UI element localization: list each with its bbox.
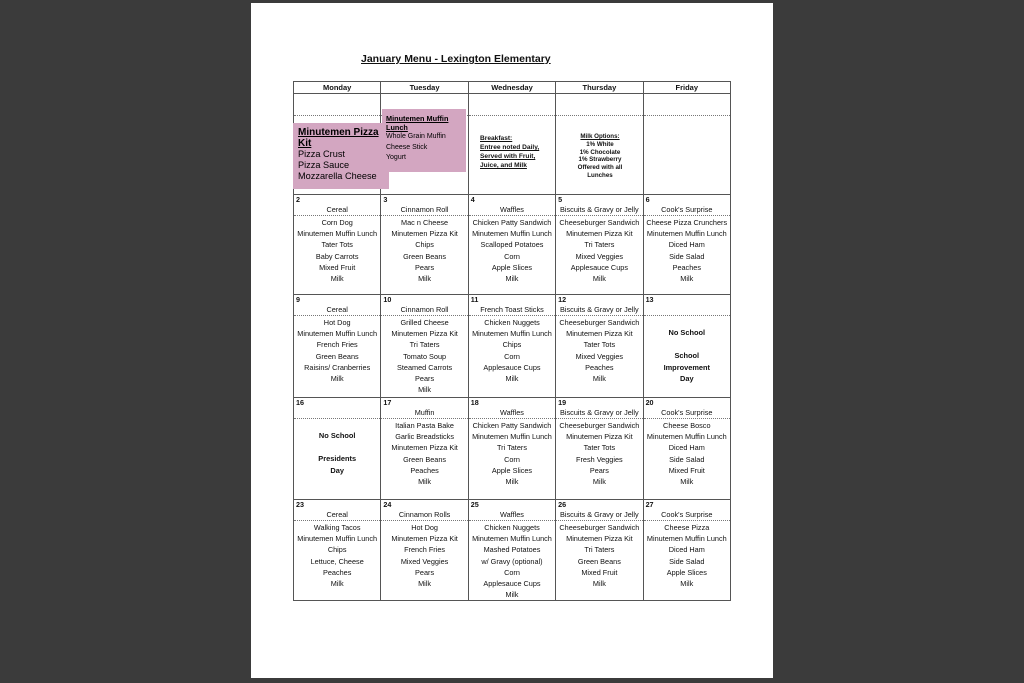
menu-item: Milk	[330, 374, 344, 384]
menu-item: Apple Slices	[491, 465, 533, 475]
day-cell	[381, 398, 468, 500]
menu-item: Pears	[589, 465, 609, 475]
menu-item: Corn	[504, 251, 520, 261]
week-row	[294, 295, 731, 398]
breakfast-line: Entree noted Daily,	[480, 144, 540, 151]
lunch-items	[644, 216, 730, 284]
lunch-items	[381, 216, 467, 284]
menu-item: French Fries	[316, 340, 358, 350]
menu-item: Applesauce Cups	[483, 579, 541, 589]
day-number: 3	[383, 195, 388, 204]
menu-item: w/ Gravy (optional)	[481, 556, 543, 566]
day-cell	[643, 295, 730, 398]
day-number: 2	[296, 195, 300, 204]
menu-item: Tri Taters	[584, 240, 615, 250]
breakfast-entree: Cook's Surprise	[644, 510, 730, 521]
menu-item: Walking Tacos	[313, 523, 361, 532]
lunch-items	[556, 521, 642, 589]
menu-item: Milk	[505, 274, 519, 284]
menu-item: Garlic Breadsticks	[395, 432, 454, 442]
menu-item: Scalloped Potatoes	[480, 240, 544, 250]
breakfast-entree	[644, 305, 730, 316]
weekday-header: Tuesday	[381, 82, 468, 94]
menu-item: Milk	[505, 477, 519, 487]
day-cell	[294, 195, 381, 295]
muffin-lunch-line: Yogurt	[386, 154, 406, 161]
day-cell	[556, 195, 643, 295]
menu-item: Mixed Veggies	[575, 351, 624, 361]
menu-item: Minutemen Muffin Lunch	[297, 534, 378, 544]
weekday-header: Friday	[643, 82, 730, 94]
menu-item: Minutemen Muffin Lunch	[472, 432, 552, 442]
menu-item: Milk	[505, 374, 519, 384]
day-number: 26	[558, 500, 567, 509]
page-title: January Menu - Lexington Elementary	[361, 53, 551, 65]
menu-item: Milk	[592, 477, 606, 487]
day-cell	[643, 500, 730, 601]
menu-item: Pears	[415, 374, 435, 384]
menu-item: Milk	[680, 579, 694, 589]
notice-line: School	[674, 351, 700, 360]
menu-item: Applesauce Cups	[483, 362, 541, 372]
breakfast-entree: Cereal	[294, 510, 380, 521]
breakfast-entree: Biscuits & Gravy or Jelly	[556, 408, 642, 419]
menu-item: Hot Dog	[323, 318, 351, 327]
day-number: 4	[470, 195, 475, 204]
day-number: 18	[470, 398, 479, 407]
day-cell	[294, 398, 381, 500]
lunch-items	[556, 419, 642, 487]
breakfast-line: Breakfast:	[480, 135, 513, 142]
breakfast-entree: Cook's Surprise	[644, 408, 730, 419]
day-number: 6	[645, 195, 650, 204]
day-cell	[381, 195, 468, 295]
day-number: 11	[470, 295, 479, 304]
lunch-items	[556, 216, 642, 284]
notice-line: Day	[330, 465, 344, 475]
lunch-items	[469, 216, 555, 284]
menu-item: Chips	[327, 545, 347, 555]
day-cell	[468, 195, 555, 295]
menu-item: Tater Tots	[321, 240, 353, 250]
menu-item: Cheeseburger Sandwich	[559, 523, 640, 532]
menu-item: Tri Taters	[409, 340, 440, 350]
menu-item: Corn	[504, 351, 520, 361]
notice-line: No School	[668, 328, 706, 337]
breakfast-entree: Waffles	[469, 205, 555, 216]
day-cell	[381, 500, 468, 601]
menu-item: Diced Ham	[668, 240, 705, 250]
menu-item: Mixed Veggies	[575, 251, 624, 261]
breakfast-entree: Cook's Surprise	[644, 205, 730, 216]
menu-item: Green Beans	[315, 351, 359, 361]
menu-item: Grilled Cheese	[400, 318, 449, 327]
breakfast-entree: Waffles	[469, 510, 555, 521]
menu-item: Milk	[418, 274, 432, 284]
breakfast-entree: Biscuits & Gravy or Jelly	[556, 305, 642, 316]
lunch-items	[469, 419, 555, 487]
menu-item: Minutemen Pizza Kit	[566, 432, 633, 442]
day-number: 19	[558, 398, 567, 407]
menu-item: Steamed Carrots	[397, 362, 453, 372]
document-page	[251, 3, 773, 678]
breakfast-entree: Cereal	[294, 305, 380, 316]
menu-item: Side Salad	[669, 251, 705, 261]
breakfast-entree: Cinnamon Roll	[381, 305, 467, 316]
menu-item: Cheese Pizza Crunchers	[646, 218, 728, 227]
menu-item: Minutemen Muffin Lunch	[472, 534, 552, 544]
menu-item: Milk	[592, 579, 606, 589]
menu-item: Green Beans	[403, 454, 447, 464]
notice-line: Presidents	[318, 454, 357, 463]
notice-line	[644, 339, 730, 351]
menu-item: Applesauce Cups	[570, 262, 628, 272]
menu-item: Corn	[504, 567, 520, 577]
menu-item: Minutemen Muffin Lunch	[297, 329, 378, 339]
day-number: 12	[558, 295, 567, 304]
lunch-items	[294, 521, 380, 589]
day-cell	[556, 295, 643, 398]
menu-item: Minutemen Pizza Kit	[391, 443, 458, 453]
day-number: 17	[383, 398, 392, 407]
menu-item: Apple Slices	[666, 567, 707, 577]
menu-item: Milk	[330, 274, 344, 284]
menu-item: Milk	[330, 579, 344, 589]
menu-item: Diced Ham	[668, 443, 705, 453]
milk-option-line: 1% Chocolate	[579, 148, 621, 156]
menu-item: Hot Dog	[411, 523, 438, 532]
lunch-items	[381, 521, 467, 589]
menu-item: Mixed Fruit	[668, 465, 705, 475]
notice-line: Improvement	[663, 362, 710, 372]
menu-item: Peaches	[410, 465, 439, 475]
menu-item: Fresh Veggies	[576, 454, 623, 464]
breakfast-line: Served with Fruit,	[480, 153, 536, 160]
menu-item: Minutemen Muffin Lunch	[646, 229, 727, 239]
menu-item: Diced Ham	[668, 545, 705, 555]
day-number: 10	[383, 295, 392, 304]
weekday-header: Monday	[294, 82, 381, 94]
menu-item: Minutemen Pizza Kit	[566, 229, 633, 239]
day-number: 16	[296, 398, 304, 407]
day-number: 5	[558, 195, 563, 204]
notice-line	[294, 442, 380, 454]
menu-item: Minutemen Pizza Kit	[566, 534, 633, 544]
week-row	[294, 195, 731, 295]
menu-item: Green Beans	[403, 251, 447, 261]
day-cell	[468, 500, 555, 601]
menu-item: Peaches	[585, 362, 614, 372]
menu-item: Corn Dog	[321, 218, 353, 227]
pizza-kit-title: Minutemen Pizza Kit	[298, 127, 379, 149]
milk-options-note	[557, 133, 643, 180]
menu-item: Corn	[504, 454, 520, 464]
menu-item: Apple Slices	[491, 262, 533, 272]
menu-item: Lettuce, Cheese	[310, 556, 364, 566]
menu-item: Baby Carrots	[315, 251, 359, 261]
muffin-lunch-line: Cheese Stick	[386, 143, 428, 151]
lunch-items	[469, 316, 555, 384]
menu-item: Minutemen Pizza Kit	[566, 329, 633, 339]
milk-option-line: Offered with all	[577, 164, 623, 172]
menu-item: Milk	[680, 477, 694, 487]
menu-item: Milk	[505, 590, 519, 600]
menu-item: Tater Tots	[583, 443, 616, 453]
day-number: 25	[470, 500, 479, 509]
lunch-items	[294, 216, 380, 284]
lunch-items	[469, 521, 555, 600]
menu-item: Pears	[415, 567, 435, 577]
day-cell	[643, 398, 730, 500]
menu-item: Minutemen Muffin Lunch	[297, 229, 378, 239]
lunch-items	[294, 316, 380, 384]
menu-item: Mashed Potatoes	[483, 545, 541, 555]
menu-item: Side Salad	[669, 454, 705, 464]
lunch-items	[644, 521, 730, 589]
breakfast-entree: Muffin	[381, 408, 467, 419]
milk-options-heading: Milk Options:	[580, 133, 620, 140]
menu-item: Cheeseburger Sandwich	[559, 421, 640, 430]
breakfast-entree: Cinnamon Roll	[381, 205, 467, 216]
menu-item: Minutemen Pizza Kit	[391, 329, 458, 339]
menu-item: Minutemen Muffin Lunch	[472, 229, 552, 239]
breakfast-entree: Cinnamon Rolls	[381, 510, 467, 521]
menu-item: Mixed Fruit	[319, 262, 356, 272]
muffin-lunch-title: Minutemen Muffin Lunch	[386, 114, 449, 132]
milk-option-line: 1% Strawberry	[578, 156, 622, 164]
day-cell	[643, 195, 730, 295]
menu-item: Pears	[415, 262, 435, 272]
breakfast-entree: Cereal	[294, 205, 380, 216]
menu-item: Chips	[415, 240, 434, 250]
no-school-notice	[294, 419, 380, 476]
muffin-lunch-line: Whole Grain Muffin	[386, 133, 446, 140]
menu-item: French Fries	[404, 545, 446, 555]
menu-item: Peaches	[672, 262, 701, 272]
menu-item: Milk	[418, 579, 432, 589]
day-cell	[468, 295, 555, 398]
menu-item: Milk	[592, 274, 606, 284]
breakfast-note	[480, 134, 539, 170]
lunch-items	[381, 419, 467, 487]
day-cell	[468, 398, 555, 500]
lunch-items	[644, 419, 730, 487]
breakfast-entree: Waffles	[469, 408, 555, 419]
day-number: 27	[645, 500, 654, 509]
menu-item: Chicken Patty Sandwich	[472, 421, 552, 430]
week-row	[294, 398, 731, 500]
menu-item: Minutemen Muffin Lunch	[472, 329, 552, 339]
day-number: 24	[383, 500, 392, 509]
pizza-kit-note	[293, 123, 389, 189]
breakfast-line: Juice, and Milk	[480, 162, 527, 169]
notice-line: Day	[680, 374, 694, 383]
day-number: 13	[645, 295, 654, 304]
menu-item: Side Salad	[669, 556, 705, 566]
menu-item: Chicken Nuggets	[484, 523, 540, 532]
menu-item: Milk	[592, 374, 606, 384]
menu-item: Minutemen Pizza Kit	[391, 534, 458, 544]
menu-item: Milk	[418, 477, 432, 487]
menu-item: Tri Taters	[584, 545, 615, 555]
pizza-kit-line: Pizza Crust	[298, 149, 345, 159]
milk-option-line: 1% White	[586, 140, 614, 148]
menu-item: Mac n Cheese	[401, 218, 449, 227]
menu-item: Chips	[502, 340, 522, 350]
day-cell	[381, 295, 468, 398]
menu-item: Minutemen Pizza Kit	[391, 229, 458, 239]
menu-item: Minutemen Muffin Lunch	[646, 534, 727, 544]
pizza-kit-line: Pizza Sauce	[298, 160, 350, 170]
menu-item: Cheeseburger Sandwich	[559, 318, 640, 327]
day-cell	[556, 500, 643, 601]
breakfast-entree: Biscuits & Gravy or Jelly	[556, 205, 642, 216]
menu-item: Mixed Fruit	[581, 567, 618, 577]
weekday-header: Thursday	[556, 82, 643, 94]
menu-item: Italian Pasta Bake	[395, 421, 454, 430]
notice-line: No School	[318, 431, 356, 440]
menu-item: Tri Taters	[496, 443, 527, 453]
menu-item: Tomato Soup	[403, 351, 447, 361]
day-cell	[556, 398, 643, 500]
no-school-notice	[644, 316, 730, 385]
day-number: 23	[296, 500, 304, 509]
lunch-items	[556, 316, 642, 384]
day-cell	[294, 500, 381, 601]
menu-item: Raisins/ Cranberries	[304, 362, 371, 372]
menu-item: Minutemen Muffin Lunch	[646, 432, 727, 442]
milk-option-line: Lunches	[587, 171, 613, 179]
day-number: 9	[296, 295, 300, 304]
menu-item: Peaches	[322, 567, 352, 577]
menu-item: Mixed Veggies	[400, 556, 449, 566]
pizza-kit-line: Mozzarella Cheese	[298, 171, 377, 181]
day-cell	[294, 295, 381, 398]
menu-item: Cheese Pizza	[664, 523, 710, 532]
week-row	[294, 500, 731, 601]
menu-item: Cheeseburger Sandwich	[559, 218, 640, 227]
menu-item: Chicken Patty Sandwich	[472, 218, 552, 227]
menu-item: Milk	[680, 274, 694, 284]
menu-item: Green Beans	[577, 556, 621, 566]
weekday-header-row	[294, 82, 731, 94]
menu-item: Milk	[418, 385, 432, 395]
breakfast-entree: Biscuits & Gravy or Jelly	[556, 510, 642, 521]
menu-item: Cheese Bosco	[663, 421, 711, 430]
lunch-items	[381, 316, 467, 395]
breakfast-entree	[294, 408, 380, 419]
weekday-header: Wednesday	[468, 82, 555, 94]
muffin-lunch-note	[382, 109, 466, 172]
breakfast-entree: French Toast Sticks	[469, 305, 555, 316]
blank-row	[294, 94, 731, 116]
day-number: 20	[645, 398, 654, 407]
menu-item: Tater Tots	[583, 340, 616, 350]
menu-item: Chicken Nuggets	[484, 318, 540, 327]
